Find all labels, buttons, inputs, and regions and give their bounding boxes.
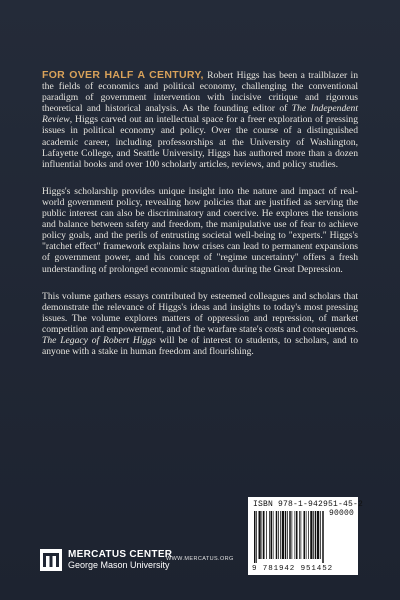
mercatus-logo-icon (40, 549, 62, 571)
barcode-bar (266, 511, 267, 559)
book-title: The Legacy of Robert Higgs (42, 334, 156, 346)
lead-in: FOR OVER HALF A CENTURY, (42, 69, 204, 81)
barcode-digits: 9 781942 951452 (252, 565, 334, 573)
barcode-bar (269, 511, 270, 559)
barcode-bar (295, 511, 296, 559)
barcode-bar (320, 511, 321, 559)
barcode-bar (301, 511, 302, 559)
barcode-bar (271, 511, 273, 559)
blurb-paragraph-3: This volume gathers essays contributed by esteemed colleagues and scholars that demonstrate the relevance of Higgs's ideas and insights to today's most pressing issues. The volume explores matters of oppression and repression, of market competition and empowerment, and of the warfare state's costs and consequences. The Legacy of Robert Higgs will be of interest to students, to scholars, and to anyone with a stake in human freedom and flourishing. (42, 290, 358, 358)
blurb (42, 70, 358, 373)
publisher-name: MERCATUS CENTER (68, 549, 173, 560)
barcode-bars (253, 511, 353, 563)
barcode-bar (280, 511, 281, 559)
barcode-bar (292, 511, 293, 559)
barcode-bar (313, 511, 314, 559)
barcode-bar (256, 511, 257, 563)
isbn-barcode (248, 497, 364, 575)
barcode-bar (308, 511, 309, 559)
publisher-affiliation: George Mason University (68, 560, 170, 570)
barcode-bar (315, 511, 317, 559)
barcode-bar (259, 511, 261, 559)
barcode-bar (304, 511, 306, 559)
barcode-bar (306, 511, 307, 559)
barcode-bar (273, 511, 274, 559)
barcode-bar (254, 511, 256, 563)
barcode-bar (263, 511, 265, 559)
barcode-bar (287, 511, 288, 559)
barcode-bar (289, 511, 291, 559)
barcode-bar (310, 511, 312, 559)
blurb-paragraph-2: Higgs's scholarship provides unique insight into the nature and impact of real-world government policy, revealing how policies that are justified as serving the public interest can also be discriminatory and coercive. He explores the tensions and balance between safety and freedom, the manipulative use of fear to achieve policy goals, and the perils of entrusting societal well-being to "experts." Higgs's "ratchet effect" framework explains how crises can lead to permanent expansions of government power, and his concept of "regime uncertainty" offers a fresh understanding of prolonged economic stagnation during the Great Depression. (42, 185, 358, 275)
barcode-bar (262, 511, 263, 559)
barcode-bar (299, 511, 300, 559)
blurb-paragraph-1: FOR OVER HALF A CENTURY, Robert Higgs has been a trailblazer in the fields of economics and political economy, challenging the conventional paradigm of government intervention with incisive critique and rigorous theoretical and historical analysis. As the founding editor of The Independent Review, Higgs carved out an intellectual space for a freer exploration of pressing issues in political economy and policy. Over the course of a distinguished academic career, including professorships at the University of Washington, Lafayette College, and Seattle University, Higgs has authored more than a dozen influential books and over 100 scholarly articles, reviews, and policy studies. (42, 69, 359, 170)
barcode-bar (278, 511, 279, 559)
barcode-bar (285, 511, 287, 559)
isbn-number: ISBN 978-1-942951-45-2 (253, 500, 364, 509)
publisher-logo (40, 548, 172, 572)
publisher-url: WWW.MERCATUS.ORG (166, 556, 234, 562)
barcode-bar (276, 511, 278, 559)
barcode-bar (322, 511, 324, 563)
barcode-bar (296, 511, 298, 559)
price-code: 90000 (328, 509, 354, 518)
barcode-bar (282, 511, 284, 559)
journal-title: The Independent Review (42, 103, 358, 126)
barcode-bar (317, 511, 319, 559)
